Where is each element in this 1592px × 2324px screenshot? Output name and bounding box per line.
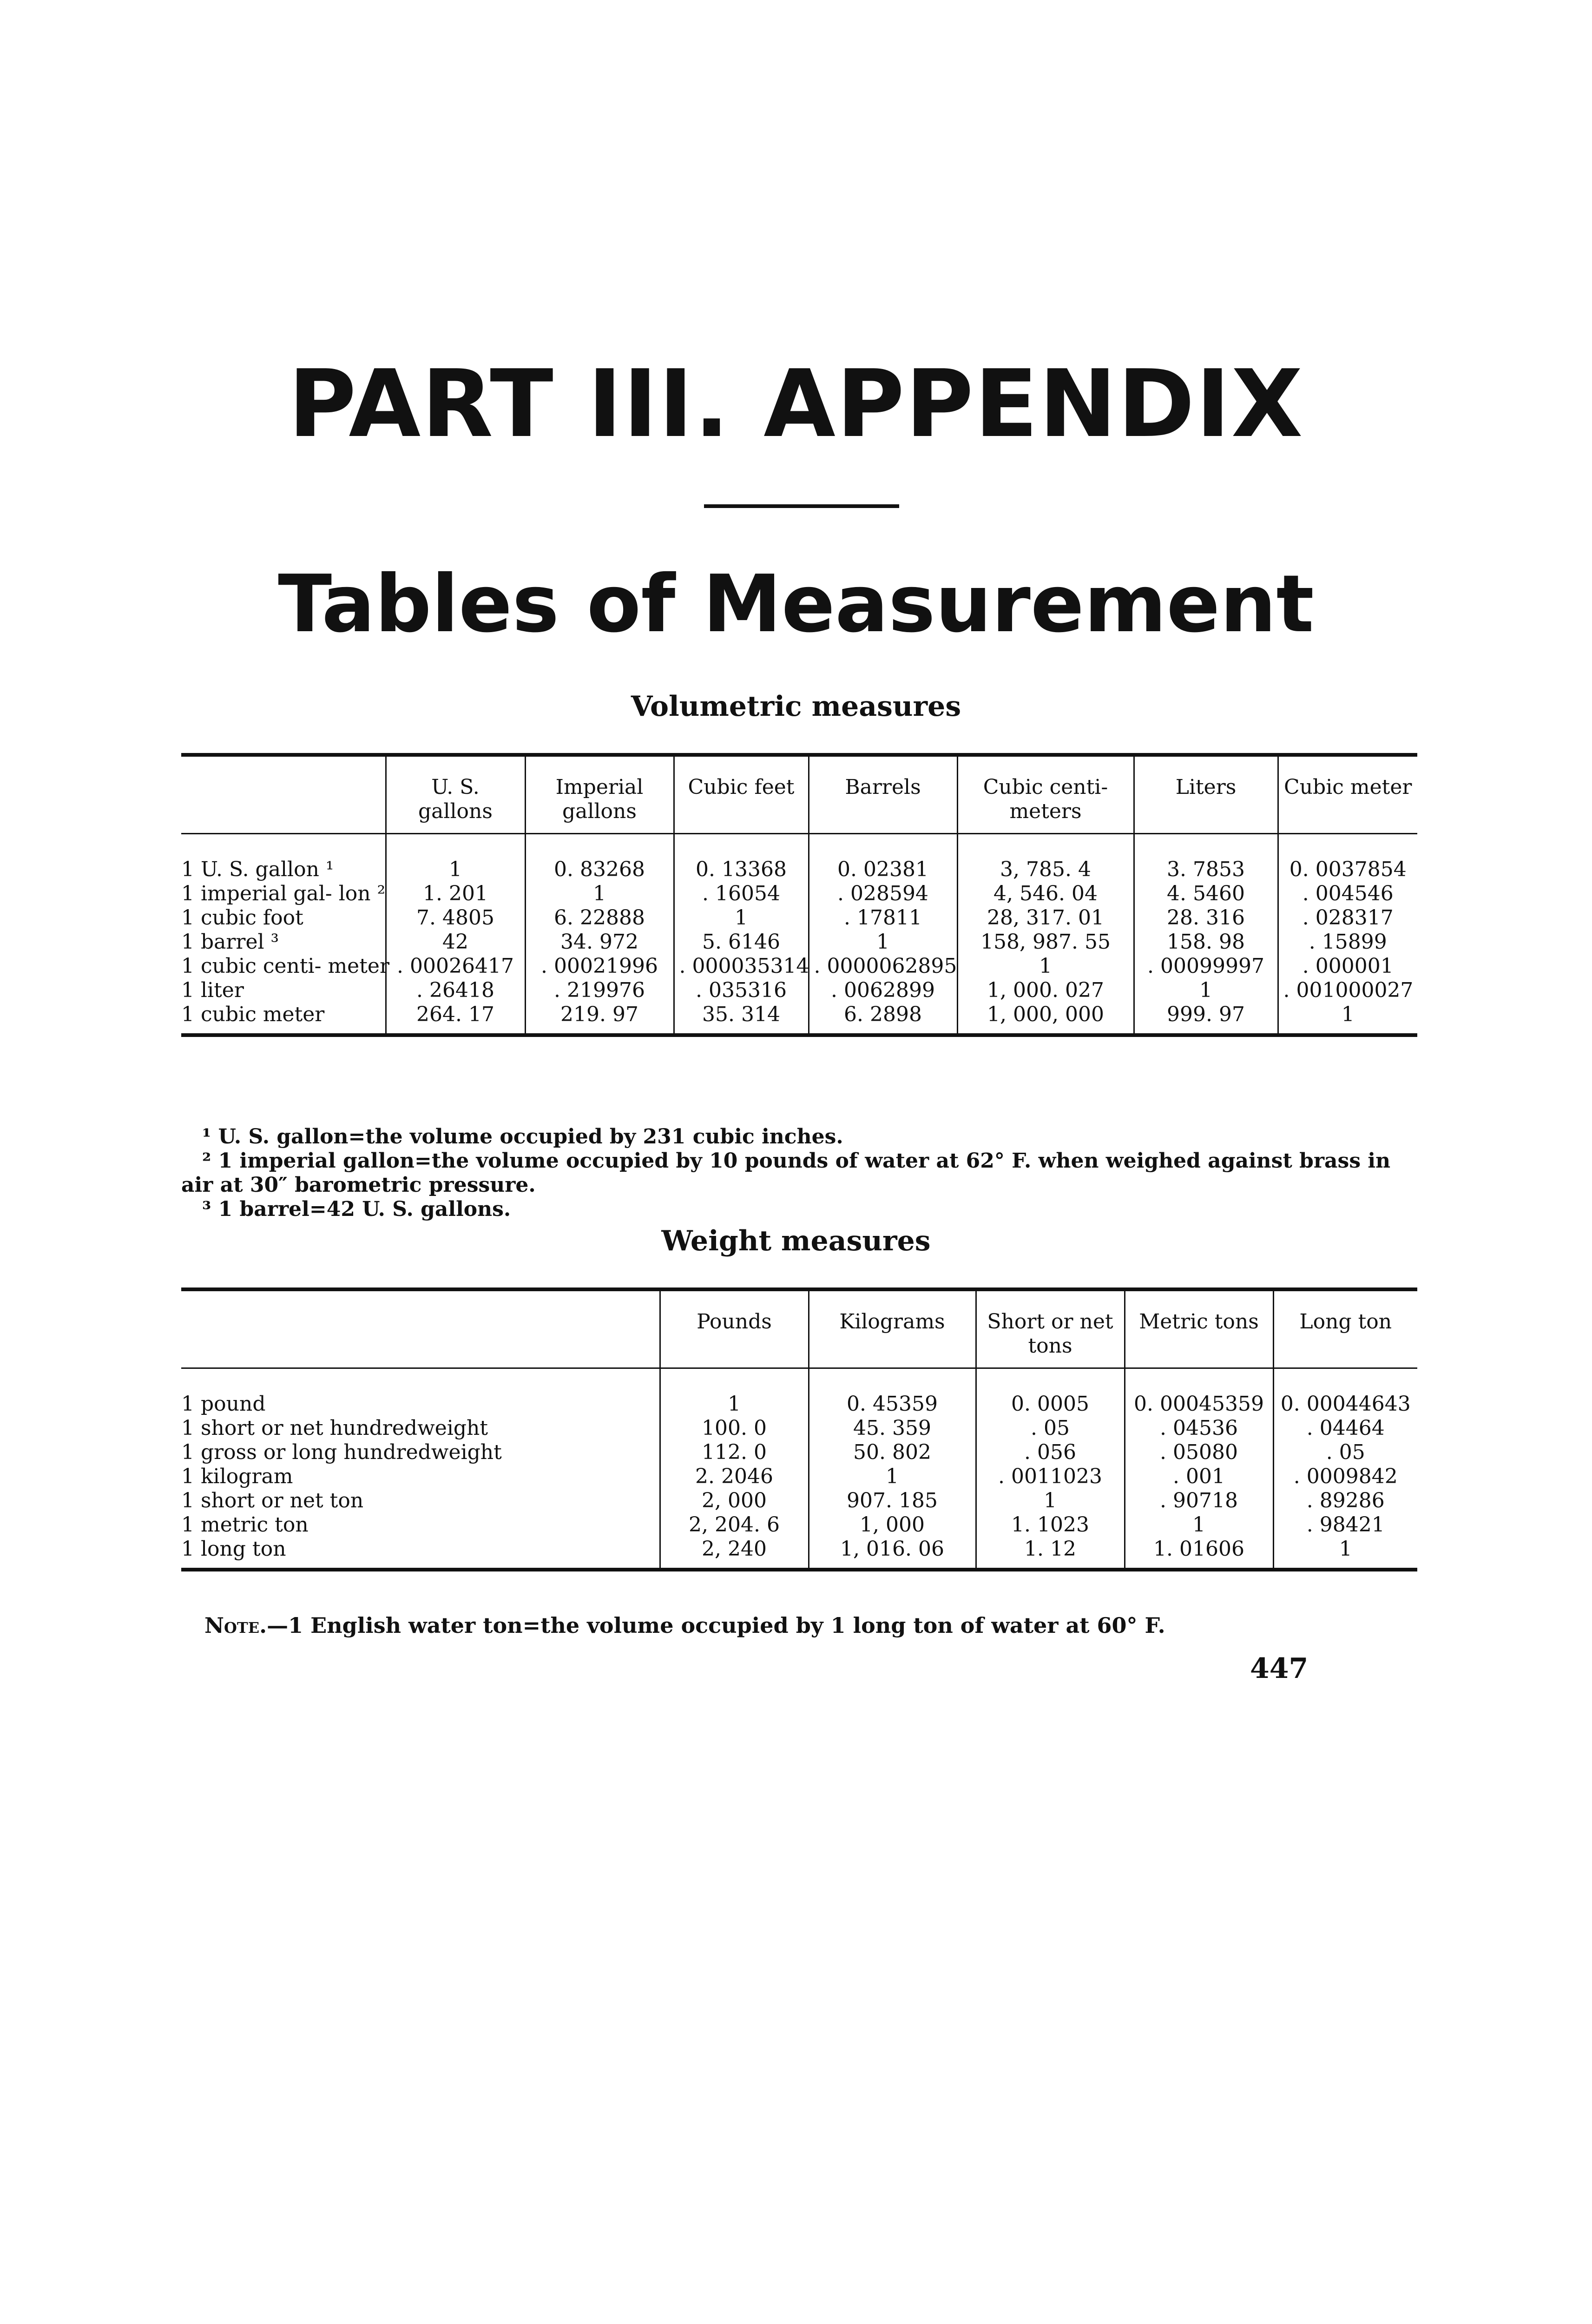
table-cell: . 000035314	[674, 954, 809, 978]
table-cell: 1	[1278, 1003, 1417, 1035]
table-cell: . 17811	[809, 906, 957, 930]
volumetric-row	[181, 834, 1417, 882]
column-header: Long ton	[1273, 1289, 1417, 1368]
weight-row	[181, 1465, 1417, 1489]
table-cell: 0. 0005	[976, 1368, 1125, 1417]
table-cell: 219. 97	[525, 1003, 674, 1035]
table-cell: . 98421	[1273, 1513, 1417, 1537]
volumetric-row	[181, 906, 1417, 930]
row-label: 1 short or net hundredweight	[181, 1416, 488, 1440]
volumetric-row	[181, 930, 1417, 954]
table-cell: 1	[1125, 1513, 1273, 1537]
volumetric-header-row	[181, 755, 1417, 834]
row-label: 1 liter	[181, 978, 244, 1002]
table-cell: 1	[1273, 1537, 1417, 1570]
table-cell: 1	[525, 882, 674, 906]
row-label: 1 gross or long hundredweight	[181, 1440, 502, 1464]
table-cell: 1	[674, 906, 809, 930]
page-number: 447	[1250, 1652, 1309, 1685]
column-header: Barrels	[809, 755, 957, 834]
volumetric-row	[181, 1003, 1417, 1035]
row-label: 1 cubic centi- meter	[181, 954, 389, 978]
part-title: PART III. APPENDIX	[288, 350, 1304, 458]
volumetric-row	[181, 882, 1417, 906]
column-header: Kilograms	[809, 1289, 976, 1368]
table-cell: . 05080	[1125, 1440, 1273, 1465]
table-cell: 28, 317. 01	[957, 906, 1134, 930]
note-label: Note.	[204, 1613, 267, 1638]
table-cell: . 035316	[674, 978, 809, 1003]
column-header: Imperial gallons	[525, 755, 674, 834]
table-cell: . 05	[976, 1416, 1125, 1440]
footnote: ¹ U. S. gallon=the volume occupied by 231 cubic inches.	[202, 1125, 843, 1149]
volumetric-footnotes	[181, 1125, 1417, 1221]
table-cell: 1, 000, 000	[957, 1003, 1134, 1035]
table-cell: . 00099997	[1134, 954, 1278, 978]
table-cell: . 15899	[1278, 930, 1417, 954]
column-header: Cubic centi- meters	[957, 755, 1134, 834]
column-header: Short or net tons	[976, 1289, 1125, 1368]
table-cell: 100. 0	[660, 1416, 809, 1440]
table-cell: . 0062899	[809, 978, 957, 1003]
table-cell: . 90718	[1125, 1489, 1273, 1513]
table-cell: . 16054	[674, 882, 809, 906]
column-header: Pounds	[660, 1289, 809, 1368]
footnote: air at 30″ barometric pressure.	[181, 1173, 536, 1197]
table-cell: 0. 00044643	[1273, 1368, 1417, 1417]
row-label: 1 cubic foot	[181, 906, 303, 930]
volumetric-heading: Volumetric measures	[631, 690, 961, 723]
table-cell: . 26418	[386, 978, 525, 1003]
table-cell: 5. 6146	[674, 930, 809, 954]
table-cell: 1	[957, 954, 1134, 978]
table-cell: 1	[1134, 978, 1278, 1003]
table-cell: . 89286	[1273, 1489, 1417, 1513]
table-cell: 1	[660, 1368, 809, 1417]
table-cell: 1. 1023	[976, 1513, 1125, 1537]
table-cell: . 0011023	[976, 1465, 1125, 1489]
volumetric-corner-cell	[181, 755, 386, 834]
table-cell: 1	[386, 834, 525, 882]
table-cell: 0. 13368	[674, 834, 809, 882]
table-cell: . 0000062895	[809, 954, 957, 978]
table-cell: 28. 316	[1134, 906, 1278, 930]
table-cell: 45. 359	[809, 1416, 976, 1440]
table-cell: 158, 987. 55	[957, 930, 1134, 954]
table-cell: 2, 000	[660, 1489, 809, 1513]
table-cell: 50. 802	[809, 1440, 976, 1465]
table-cell: . 056	[976, 1440, 1125, 1465]
table-cell: . 00021996	[525, 954, 674, 978]
volumetric-table	[181, 753, 1417, 1037]
table-cell: 0. 0037854	[1278, 834, 1417, 882]
table-cell: 2, 204. 6	[660, 1513, 809, 1537]
column-header: Metric tons	[1125, 1289, 1273, 1368]
table-cell: 1	[809, 930, 957, 954]
volumetric-row	[181, 978, 1417, 1003]
table-cell: 0. 45359	[809, 1368, 976, 1417]
table-cell: . 004546	[1278, 882, 1417, 906]
table-cell: 112. 0	[660, 1440, 809, 1465]
row-label: 1 short or net ton	[181, 1489, 364, 1512]
row-label: 1 metric ton	[181, 1513, 309, 1537]
table-cell: 999. 97	[1134, 1003, 1278, 1035]
table-cell: 158. 98	[1134, 930, 1278, 954]
table-cell: 4, 546. 04	[957, 882, 1134, 906]
weight-row	[181, 1440, 1417, 1465]
table-cell: 6. 22888	[525, 906, 674, 930]
table-cell: 1, 000	[809, 1513, 976, 1537]
table-cell: . 00026417	[386, 954, 525, 978]
column-header: Cubic feet	[674, 755, 809, 834]
table-cell: 1. 01606	[1125, 1537, 1273, 1570]
footnote: ² 1 imperial gallon=the volume occupied by 10 pounds of water at 62° F. when weighed against brass in	[202, 1149, 1391, 1173]
main-title: Tables of Measurement	[278, 558, 1314, 650]
table-cell: 7. 4805	[386, 906, 525, 930]
column-header: Liters	[1134, 755, 1278, 834]
table-cell: 1. 12	[976, 1537, 1125, 1570]
table-cell: 1	[976, 1489, 1125, 1513]
table-cell: 0. 02381	[809, 834, 957, 882]
table-cell: . 000001	[1278, 954, 1417, 978]
table-cell: . 05	[1273, 1440, 1417, 1465]
weight-table	[181, 1287, 1417, 1571]
note-text: —1 English water ton=the volume occupied by 1 long ton of water at 60° F.	[267, 1613, 1165, 1638]
title-divider	[704, 504, 899, 508]
table-cell: 907. 185	[809, 1489, 976, 1513]
table-cell: . 028317	[1278, 906, 1417, 930]
table-cell: 1, 000. 027	[957, 978, 1134, 1003]
weight-row	[181, 1416, 1417, 1440]
column-header: Cubic meter	[1278, 755, 1417, 834]
table-cell: 0. 00045359	[1125, 1368, 1273, 1417]
table-cell: 4. 5460	[1134, 882, 1278, 906]
weight-corner-cell	[181, 1289, 660, 1368]
table-cell: 264. 17	[386, 1003, 525, 1035]
row-label: 1 kilogram	[181, 1465, 293, 1488]
weight-row	[181, 1489, 1417, 1513]
table-cell: . 219976	[525, 978, 674, 1003]
row-label: 1 imperial gal- lon ²	[181, 882, 386, 905]
note	[204, 1613, 1413, 1638]
weight-header-row	[181, 1289, 1417, 1368]
row-label: 1 pound	[181, 1392, 266, 1416]
table-cell: 1, 016. 06	[809, 1537, 976, 1570]
row-label: 1 barrel ³	[181, 930, 279, 954]
table-cell: 35. 314	[674, 1003, 809, 1035]
table-cell: 3, 785. 4	[957, 834, 1134, 882]
table-cell: 42	[386, 930, 525, 954]
table-cell: . 0009842	[1273, 1465, 1417, 1489]
volumetric-row	[181, 954, 1417, 978]
table-cell: . 001	[1125, 1465, 1273, 1489]
table-cell: 0. 83268	[525, 834, 674, 882]
table-cell: 3. 7853	[1134, 834, 1278, 882]
table-cell: 2, 240	[660, 1537, 809, 1570]
footnote: ³ 1 barrel=42 U. S. gallons.	[202, 1197, 511, 1221]
weight-heading: Weight measures	[661, 1225, 931, 1257]
table-cell: 34. 972	[525, 930, 674, 954]
table-cell: . 04536	[1125, 1416, 1273, 1440]
table-cell: 2. 2046	[660, 1465, 809, 1489]
table-cell: 6. 2898	[809, 1003, 957, 1035]
weight-row	[181, 1368, 1417, 1417]
table-cell: . 001000027	[1278, 978, 1417, 1003]
row-label: 1 cubic meter	[181, 1003, 386, 1035]
weight-row	[181, 1537, 1417, 1570]
table-cell: . 028594	[809, 882, 957, 906]
column-header: U. S. gallons	[386, 755, 525, 834]
table-cell: 1	[809, 1465, 976, 1489]
weight-row	[181, 1513, 1417, 1537]
table-cell: . 04464	[1273, 1416, 1417, 1440]
table-cell: 1. 201	[386, 882, 525, 906]
row-label: 1 long ton	[181, 1537, 660, 1570]
row-label: 1 U. S. gallon ¹	[181, 858, 334, 881]
